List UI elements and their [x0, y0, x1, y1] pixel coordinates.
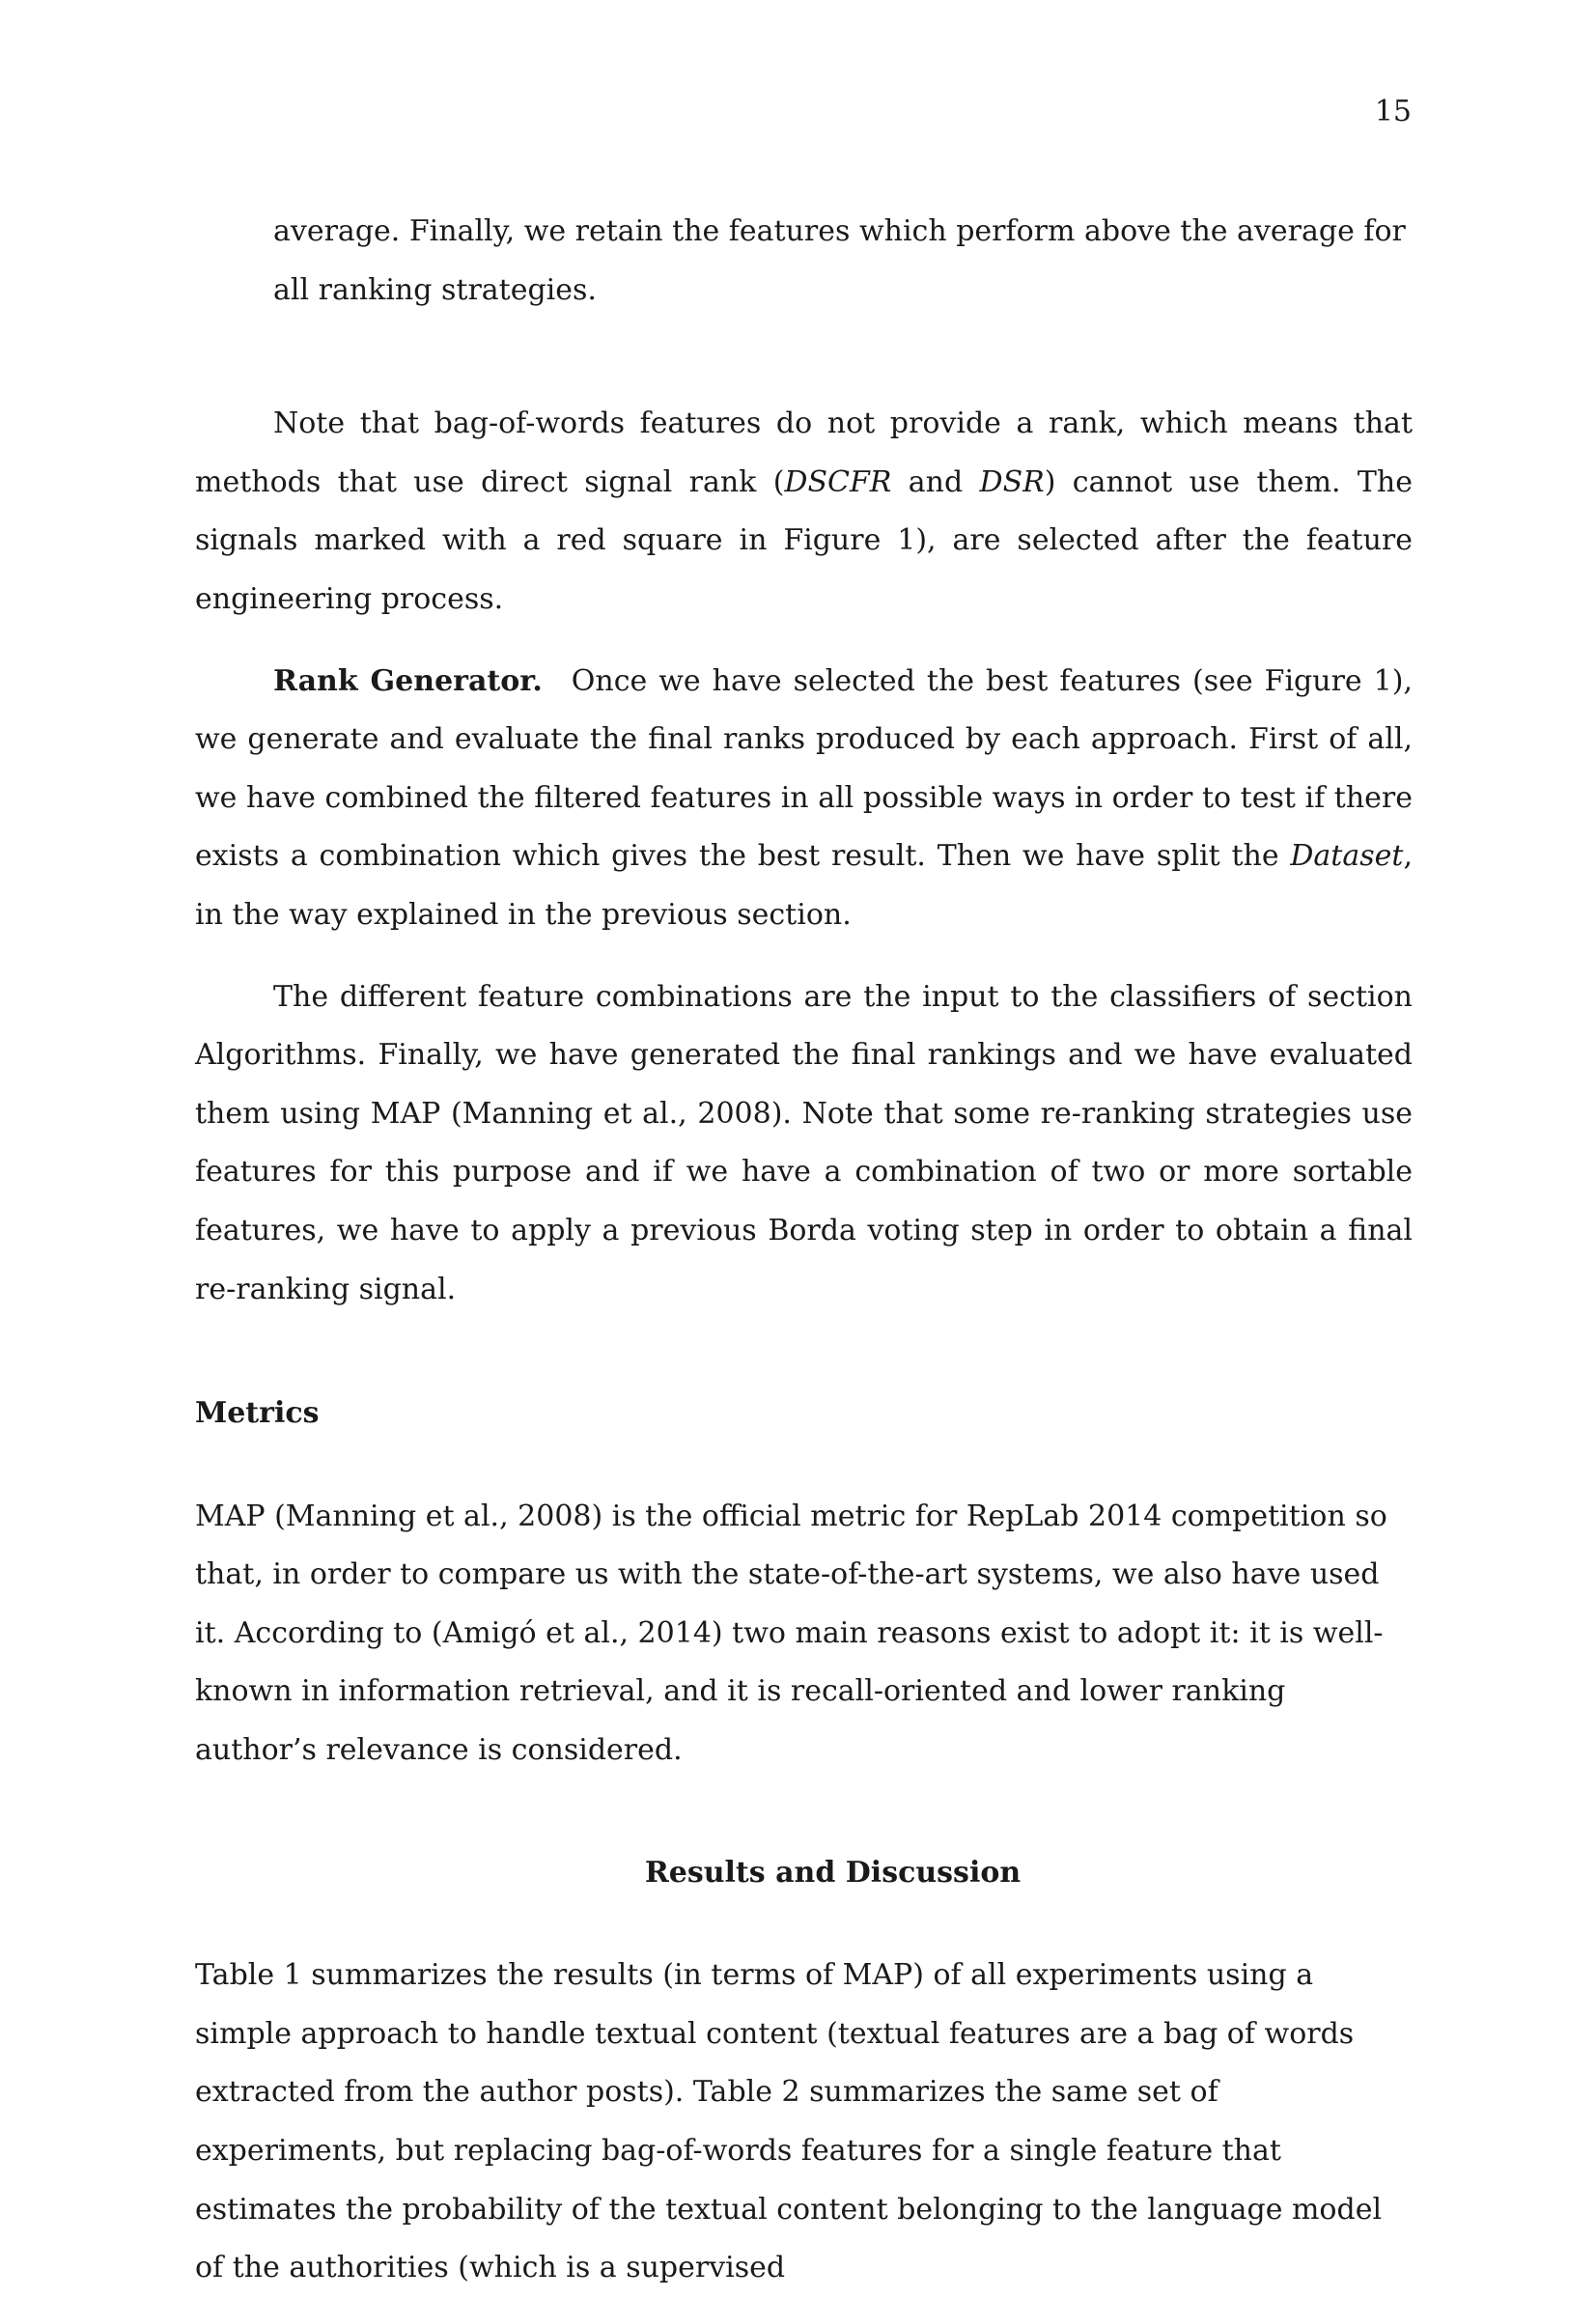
page-body [195, 203, 1413, 2298]
feature-combinations-paragraph: The different feature combinations are the input to the classifiers of section Algorithms. Finally, we have generated the final rankings and we have evaluated them using MAP (Manning et al., 2008). Note that some re-ranking strategies use features for this purpose and if we have a combination of two or more sortable features, we have to apply a previous Borda voting step in order to obtain a final re-ranking signal. [195, 979, 1413, 1306]
page-number: 15 [1374, 95, 1412, 128]
continued-paragraph: average. Finally, we retain the features which perform above the average for all ranking strategies. [273, 214, 1406, 307]
bag-of-words-note-paragraph [195, 395, 1413, 629]
rank-generator-term-dataset: Dataset [1290, 839, 1404, 874]
results-paragraph: Table 1 summarizes the results (in terms of MAP) of all experiments using a simple approach to handle textual content (textual features are a bag of words extracted from the author posts). Table 2 summarizes the same set of experiments, but replacing bag-of-words features for a single feature that estimates the probability of the textual content belonging to the language model of the authorities (which is a supervised [195, 1958, 1383, 2285]
metrics-heading: Metrics [195, 1396, 320, 1431]
metrics-paragraph: MAP (Manning et al., 2008) is the official metric for RepLab 2014 competition so that, in order to compare us with the state-of-the-art systems, we also have used it. According to (Amigó et al., 2014) two main reasons exist to adopt it: it is well-known in information retrieval, and it is recall-oriented and lower ranking author’s relevance is considered. [195, 1499, 1387, 1768]
rank-generator-paragraph [195, 653, 1413, 945]
results-heading: Results and Discussion [644, 1855, 1022, 1890]
note-text-1: Note that bag-of-words features do not provide a rank, which means that methods that use direct signal rank ( [195, 406, 1413, 499]
note-text-3: ) cannot use them. The signals marked with a red square in Figure 1), are selected after the feature engineering process. [195, 464, 1413, 616]
rank-generator-text-2: , in the way explained in the previous section. [195, 839, 1413, 932]
rank-generator-text-1: Once we have selected the best features (see Figure 1), we generate and evaluate the final ranks produced by each approach. First of all, we have combined the filtered features in all possible ways in order to test if there exists a combination which gives the best result. Then we have split the [195, 663, 1413, 874]
note-term-dsr: DSR [979, 464, 1045, 499]
rank-generator-heading: Rank Generator. [273, 663, 543, 698]
note-term-dscfr: DSCFR [784, 464, 892, 499]
note-text-2: and [891, 464, 980, 499]
